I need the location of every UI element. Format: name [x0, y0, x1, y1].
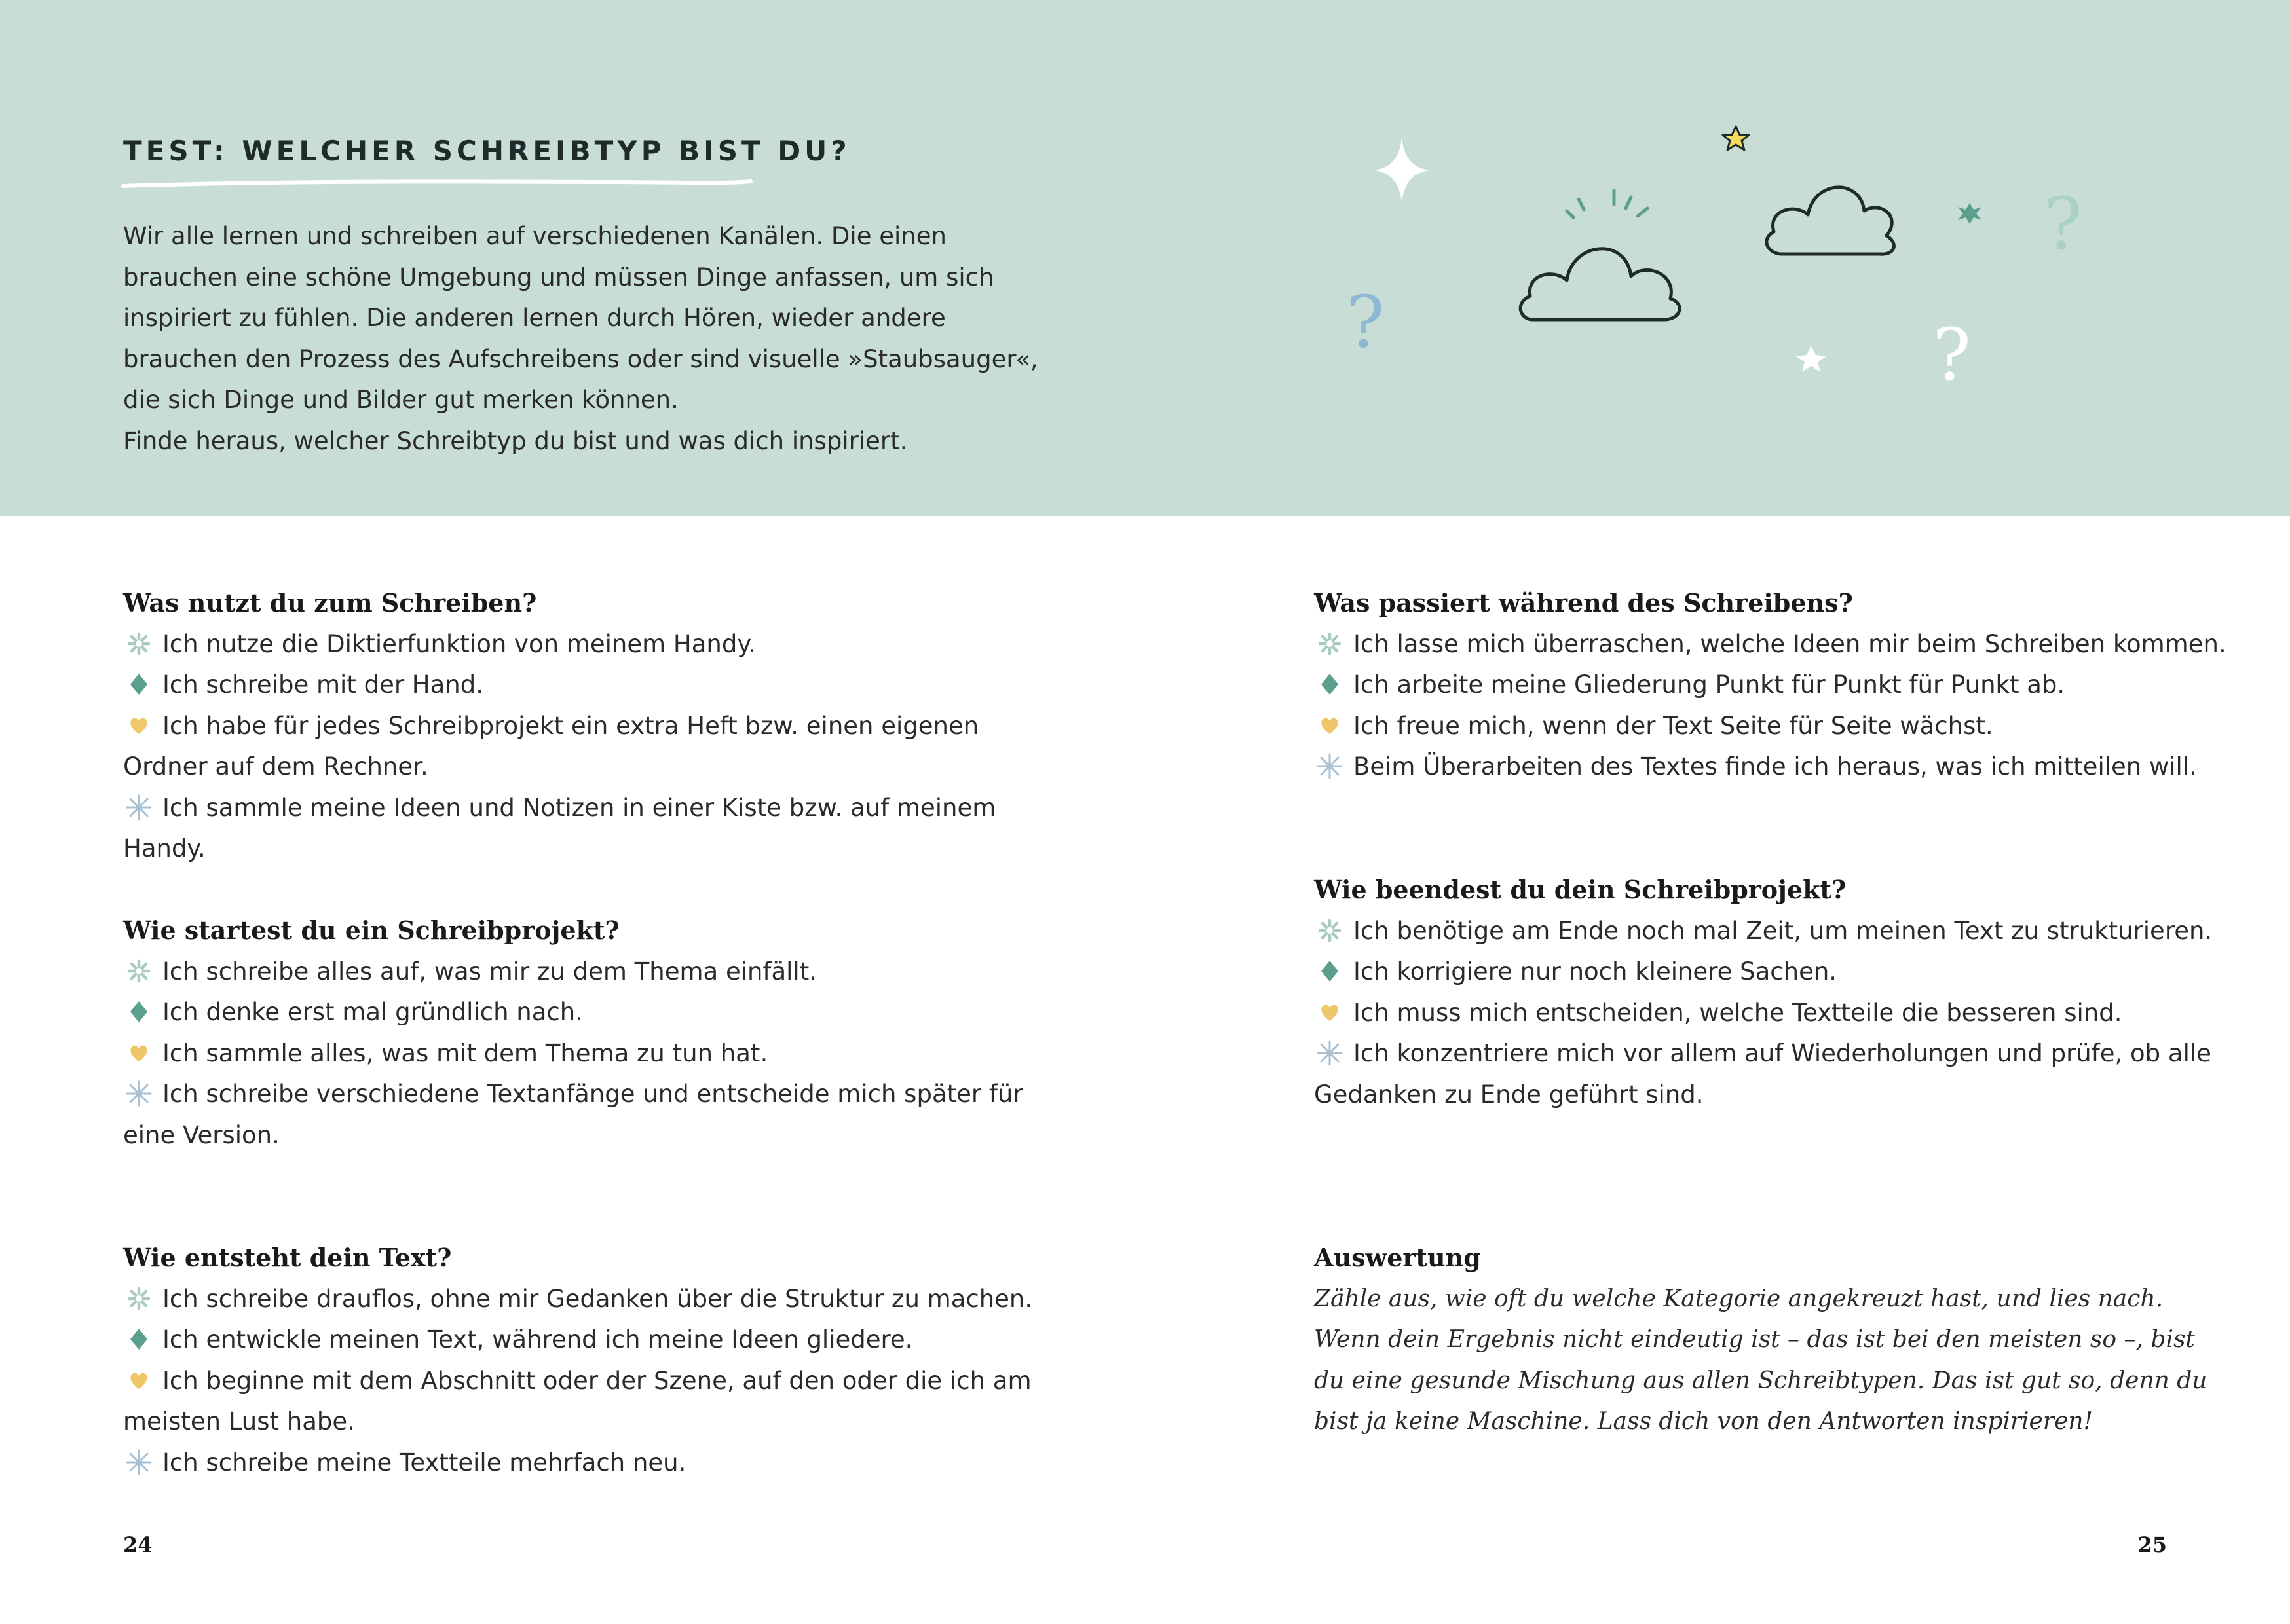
diamond-icon — [123, 671, 155, 697]
small-star-icon — [1723, 126, 1749, 150]
option-item[interactable] — [123, 992, 1040, 1033]
option-item[interactable] — [123, 624, 1040, 665]
option-item[interactable] — [123, 1074, 1040, 1156]
intro-paragraph: Finde heraus, welcher Schreibtyp du bist und was dich inspiriert. — [123, 426, 908, 455]
section-development — [123, 1238, 1040, 1483]
heart-icon — [123, 1367, 155, 1393]
heart-icon — [123, 1040, 155, 1066]
diamond-icon — [123, 999, 155, 1025]
option-label: Ich lasse mich überraschen, welche Ideen mir beim Schreiben kommen. — [1353, 629, 2226, 658]
option-label: Ich arbeite meine Gliederung Punkt für Punkt für Punkt ab. — [1353, 671, 2065, 699]
intro-text — [123, 216, 1066, 462]
option-label: Ich habe für jedes Schreibprojekt ein extra Heft bzw. einen eigenen Ordner auf dem Rechner. — [123, 711, 979, 781]
flower-icon — [123, 958, 155, 984]
intro-paragraph: Wir alle lernen und schreiben auf verschiedenen Kanälen. Die einen brauchen eine schöne Umgebung und müssen Dinge anfassen, um sich inspiriert zu fühlen. Die anderen lernen durch Hören, wieder andere brauchen den Prozess des Aufschreibens oder sind visuelle »Staubsauger«, die sich Dinge und Bilder gut merken können. — [123, 222, 1038, 414]
option-label: Ich sammle meine Ideen und Notizen in einer Kiste bzw. auf meinem Handy. — [123, 793, 996, 862]
star-icon — [123, 1449, 155, 1475]
section-heading: Wie beendest du dein Schreibprojekt? — [1314, 875, 1847, 904]
white-star-icon — [1796, 346, 1826, 372]
cloud-icon — [1520, 249, 1680, 320]
heart-icon — [123, 712, 155, 739]
option-label: Ich schreibe drauflos, ohne mir Gedanken über die Struktur zu machen. — [162, 1284, 1033, 1313]
option-item[interactable] — [123, 1361, 1040, 1443]
title-underline — [121, 175, 756, 193]
page-number-left: 24 — [123, 1532, 153, 1557]
section-start — [123, 910, 1040, 1156]
flower-icon — [123, 631, 155, 657]
option-item[interactable] — [1314, 951, 2231, 993]
clouds-illustration — [1323, 111, 2149, 413]
option-label: Beim Überarbeiten des Textes finde ich heraus, was ich mitteilen will. — [1353, 752, 2197, 781]
flower-icon — [1314, 917, 1345, 944]
option-label: Ich konzentriere mich vor allem auf Wiederholungen und prüfe, ob alle Gedanken zu Ende geführt sind. — [1314, 1039, 2211, 1109]
option-item[interactable] — [123, 706, 1040, 788]
evaluation-heading: Auswertung — [1314, 1243, 1481, 1272]
option-item[interactable] — [123, 1443, 1040, 1484]
evaluation-text: Zähle aus, wie oft du welche Kategorie angekreuzt hast, und lies nach. Wenn dein Ergebnis nicht eindeutig ist – das ist bei den meisten so –, bist du eine gesunde Mischung aus allen Schreibtypen. Das ist gut so, denn du bist ja keine Maschine. Lass dich von den Antworten inspirieren! — [1314, 1285, 2207, 1435]
page-number-right: 25 — [2137, 1532, 2167, 1557]
section-heading: Was nutzt du zum Schreiben? — [123, 588, 537, 618]
option-item[interactable] — [1314, 1033, 2231, 1115]
light-rays — [1567, 191, 1647, 217]
heart-icon — [1314, 999, 1345, 1025]
option-label: Ich sammle alles, was mit dem Thema zu tun hat. — [162, 1039, 768, 1067]
cloud-icon — [1767, 187, 1894, 254]
option-label: Ich schreibe meine Textteile mehrfach neu. — [162, 1448, 686, 1477]
option-label: Ich schreibe verschiedene Textanfänge und entscheide mich später für eine Version. — [123, 1080, 1023, 1149]
flower-icon — [123, 1285, 155, 1312]
section-during-writing — [1314, 583, 2231, 788]
star-icon — [1314, 753, 1345, 779]
option-item[interactable] — [123, 788, 1040, 870]
sparkle-icon — [1374, 138, 1429, 203]
option-list — [1314, 624, 2231, 788]
diamond-icon — [123, 1326, 155, 1352]
option-item[interactable] — [123, 665, 1040, 706]
page-title: TEST: WELCHER SCHREIBTYP BIST DU? — [123, 135, 851, 167]
option-label: Ich schreibe alles auf, was mir zu dem Thema einfällt. — [162, 957, 817, 986]
section-evaluation — [1314, 1238, 2231, 1443]
option-item[interactable] — [1314, 706, 2231, 747]
option-item[interactable] — [123, 951, 1040, 993]
section-tools — [123, 583, 1040, 870]
option-label: Ich korrigiere nur noch kleinere Sachen. — [1353, 957, 1837, 986]
option-list — [123, 624, 1040, 870]
option-item[interactable] — [123, 1279, 1040, 1320]
section-finish — [1314, 870, 2231, 1115]
section-heading: Wie startest du ein Schreibprojekt? — [123, 915, 620, 945]
option-label: Ich schreibe mit der Hand. — [162, 671, 483, 699]
option-item[interactable] — [1314, 665, 2231, 706]
option-label: Ich denke erst mal gründlich nach. — [162, 998, 583, 1026]
flower-icon — [1314, 631, 1345, 657]
teal-star-icon — [1958, 203, 1981, 224]
diamond-icon — [1314, 671, 1345, 697]
question-mark-icon: ? — [1932, 313, 1971, 397]
question-mark-icon: ? — [1346, 280, 1385, 364]
option-list — [123, 1279, 1040, 1484]
option-label: Ich benötige am Ende noch mal Zeit, um meinen Text zu strukturieren. — [1353, 916, 2213, 945]
star-icon — [123, 1080, 155, 1107]
option-item[interactable] — [1314, 993, 2231, 1034]
option-item[interactable] — [1314, 911, 2231, 952]
option-label: Ich freue mich, wenn der Text Seite für Seite wächst. — [1353, 711, 1993, 740]
question-mark-icon: ? — [2044, 182, 2082, 266]
option-item[interactable] — [1314, 747, 2231, 788]
option-item[interactable] — [1314, 624, 2231, 665]
option-list — [1314, 911, 2231, 1116]
option-label: Ich beginne mit dem Abschnitt oder der Szene, auf den oder die ich am meisten Lust habe. — [123, 1366, 1032, 1435]
star-icon — [123, 794, 155, 821]
heart-icon — [1314, 712, 1345, 739]
option-label: Ich muss mich entscheiden, welche Textteile die besseren sind. — [1353, 998, 2122, 1027]
option-item[interactable] — [123, 1033, 1040, 1075]
option-label: Ich entwickle meinen Text, während ich meine Ideen gliedere. — [162, 1325, 913, 1354]
diamond-icon — [1314, 958, 1345, 984]
section-heading: Was passiert während des Schreibens? — [1314, 588, 1853, 618]
option-item[interactable] — [123, 1320, 1040, 1361]
option-label: Ich nutze die Diktierfunktion von meinem Handy. — [162, 629, 756, 658]
option-list — [123, 951, 1040, 1156]
section-heading: Wie entsteht dein Text? — [123, 1243, 452, 1272]
star-icon — [1314, 1040, 1345, 1066]
